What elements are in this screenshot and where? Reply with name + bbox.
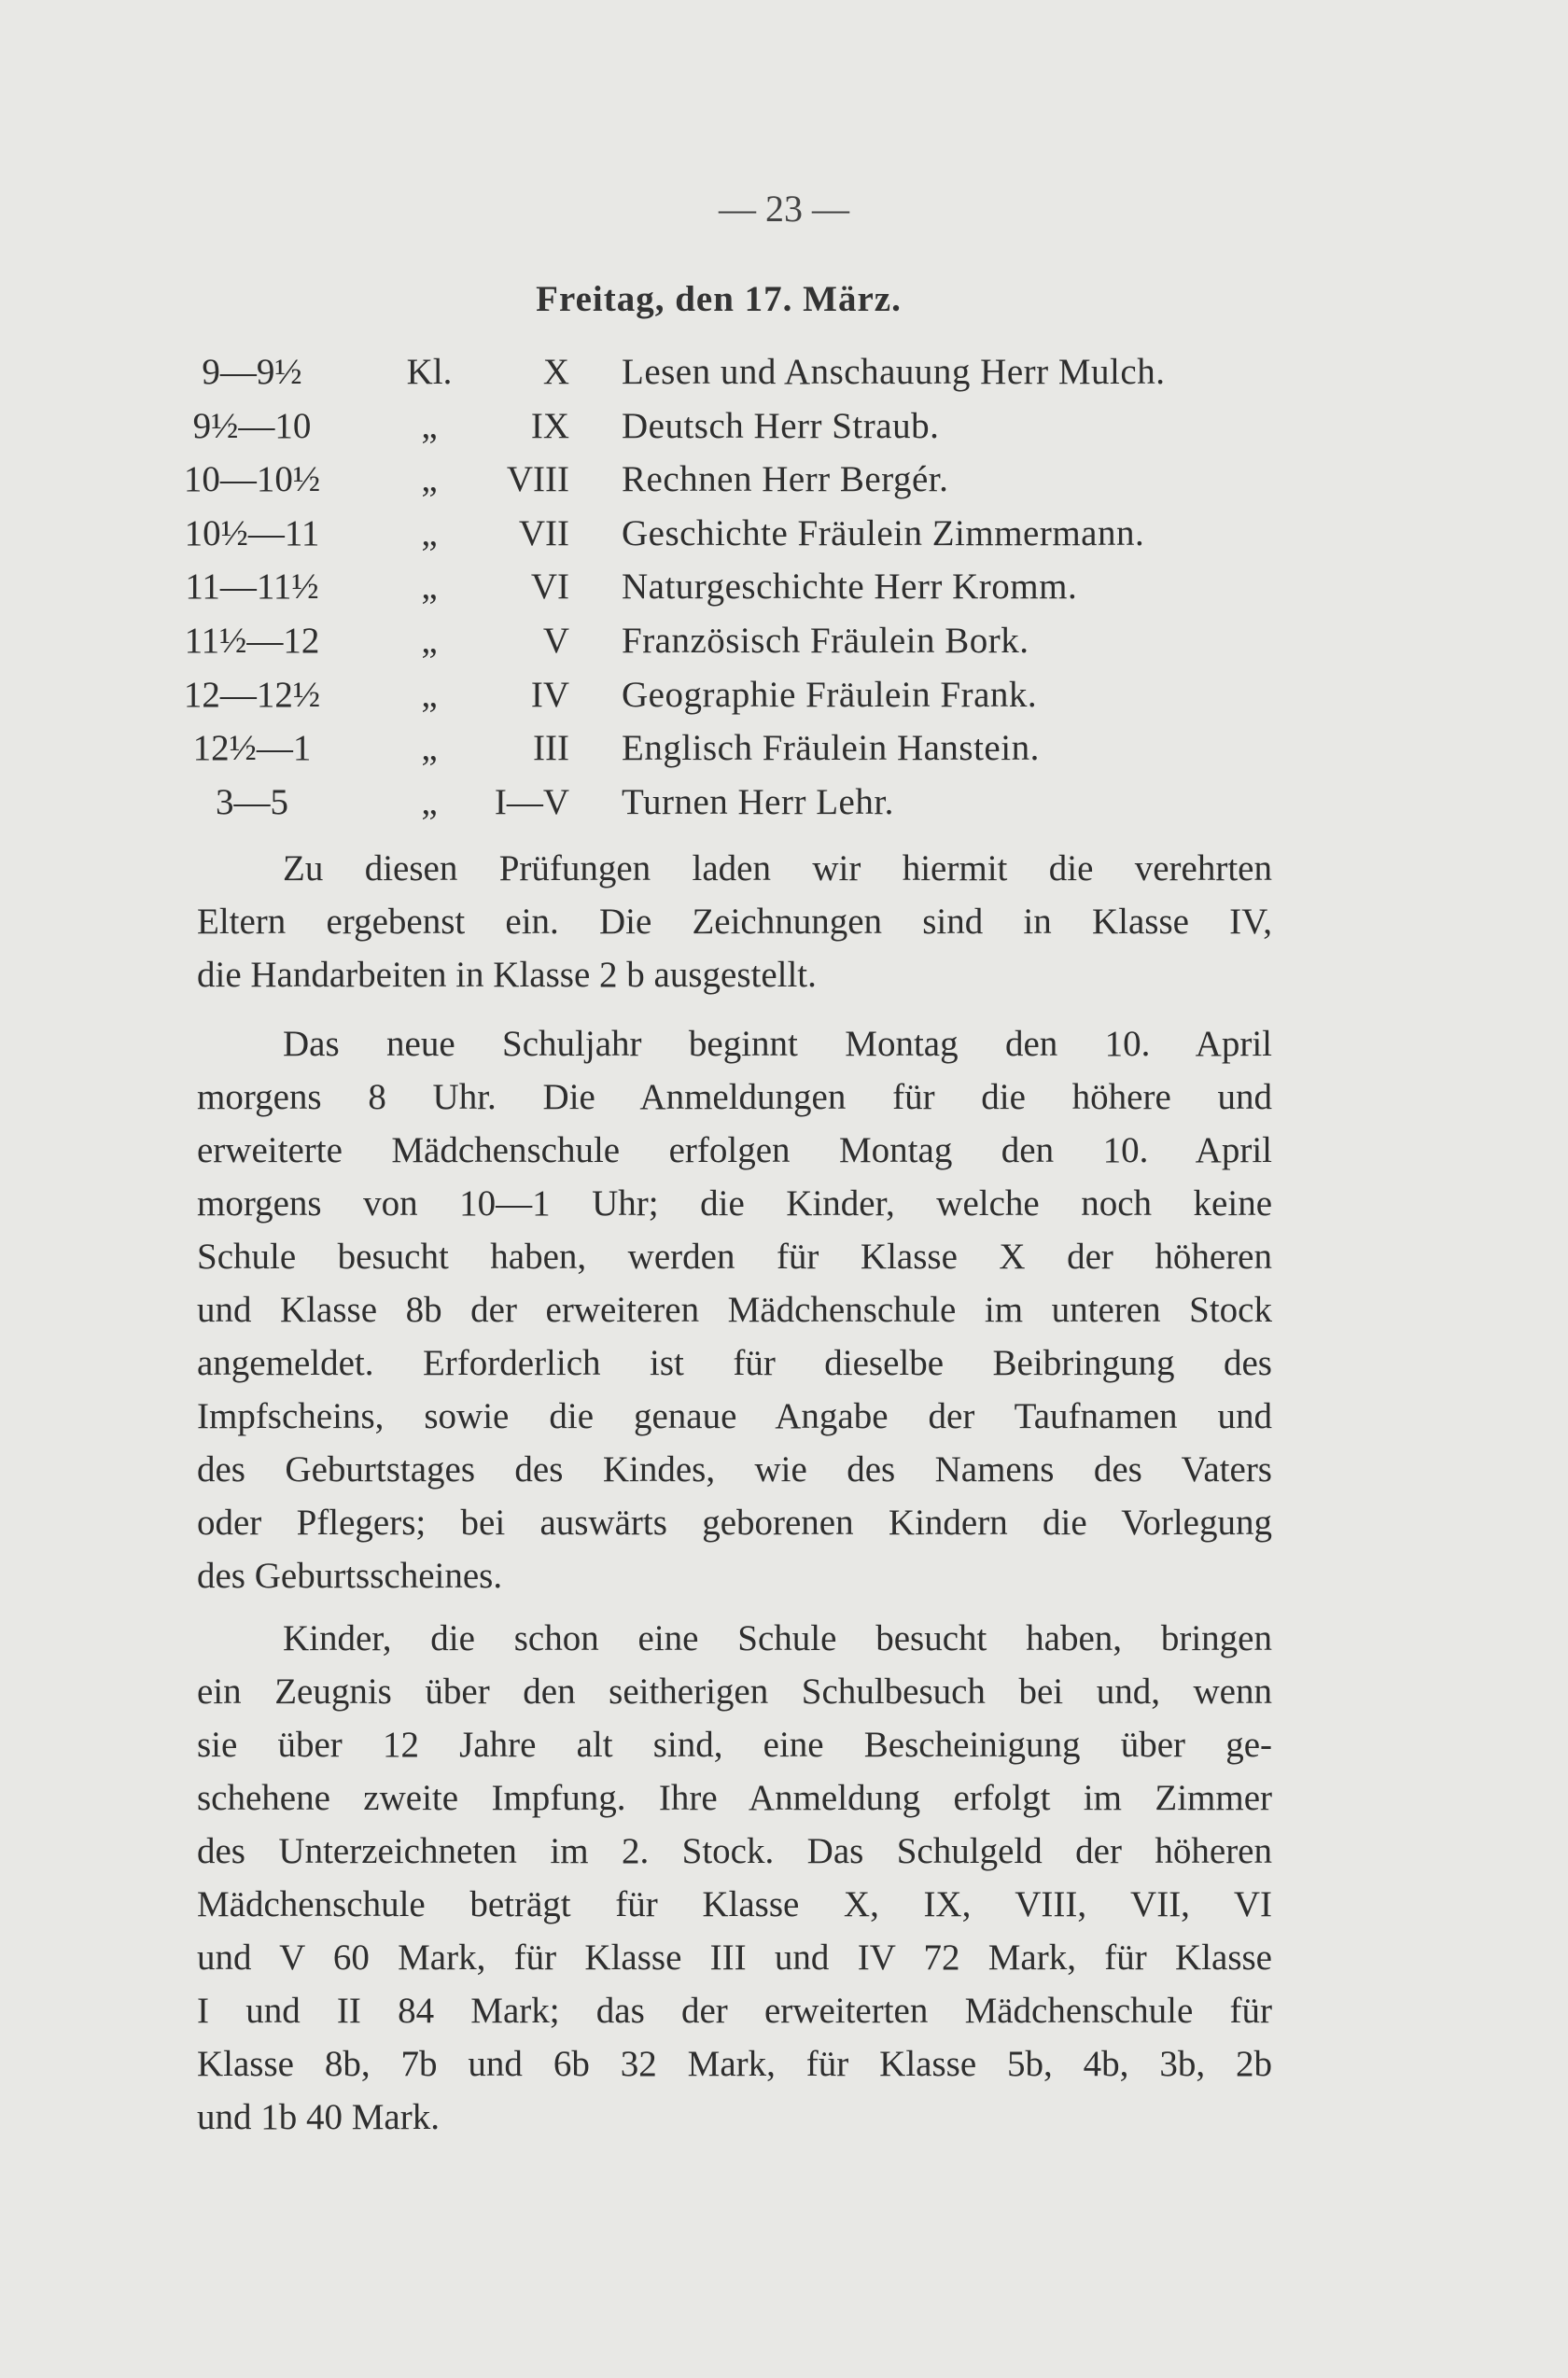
text-line: I und II 84 Mark; das der erweiterten Mädchenschule für bbox=[197, 1991, 1272, 2031]
text-line: morgens 8 Uhr. Die Anmeldungen für die höhere und bbox=[197, 1077, 1272, 1117]
schedule-time: 3—5 bbox=[216, 781, 288, 822]
text-line: und 1b 40 Mark. bbox=[197, 2097, 440, 2137]
schedule-class: X bbox=[542, 352, 569, 392]
schedule-time: 10½—11 bbox=[184, 512, 320, 553]
schedule-time: 11½—12 bbox=[184, 620, 320, 661]
schedule-row bbox=[0, 560, 1568, 614]
exam-schedule bbox=[0, 345, 1568, 829]
page-heading: Freitag, den 17. März. bbox=[536, 279, 902, 319]
schedule-subject: Geschichte Fräulein Zimmermann. bbox=[622, 512, 1145, 553]
text-line: und V 60 Mark, für Klasse III und IV 72 Mark, für Klasse bbox=[197, 1937, 1272, 1978]
text-line: morgens von 10—1 Uhr; die Kinder, welche noch keine bbox=[197, 1183, 1272, 1224]
schedule-subject: Turnen Herr Lehr. bbox=[622, 781, 894, 822]
schedule-class: I—V bbox=[494, 781, 569, 822]
schedule-row bbox=[0, 399, 1568, 454]
schedule-kl: Kl. bbox=[406, 352, 453, 392]
text-line: erweiterte Mädchenschule erfolgen Montag den 10. April bbox=[197, 1130, 1272, 1170]
schedule-time: 9½—10 bbox=[192, 405, 312, 446]
text-line: sie über 12 Jahre alt sind, eine Bescheinigung über ge- bbox=[197, 1725, 1272, 1765]
schedule-subject: Rechnen Herr Bergér. bbox=[622, 459, 949, 500]
text-line: des Geburtstages des Kindes, wie des Namens des Vaters bbox=[197, 1449, 1272, 1490]
text-line: des Unterzeichneten im 2. Stock. Das Schulgeld der höheren bbox=[197, 1831, 1272, 1871]
schedule-subject: Naturgeschichte Herr Kromm. bbox=[622, 567, 1078, 608]
text-line: angemeldet. Erforderlich ist für dieselbe Beibringung des bbox=[197, 1343, 1272, 1383]
schedule-time: 11—11½ bbox=[185, 567, 319, 608]
schedule-time: 12½—1 bbox=[192, 728, 312, 769]
schedule-time: 9—9½ bbox=[202, 352, 302, 392]
schedule-kl: „ bbox=[421, 459, 438, 500]
schedule-time: 12—12½ bbox=[183, 674, 321, 715]
text-line: Klasse 8b, 7b und 6b 32 Mark, für Klasse 5b, 4b, 3b, 2b bbox=[197, 2044, 1272, 2084]
schedule-class: IX bbox=[530, 405, 569, 446]
schedule-class: III bbox=[533, 728, 569, 769]
schedule-subject: Englisch Fräulein Hanstein. bbox=[622, 728, 1040, 769]
text-line: Schule besucht haben, werden für Klasse X der höheren bbox=[197, 1237, 1272, 1277]
schedule-kl: „ bbox=[421, 405, 438, 446]
page-number: — 23 — bbox=[719, 188, 849, 230]
schedule-kl: „ bbox=[421, 781, 438, 822]
schedule-class: IV bbox=[530, 674, 569, 715]
schedule-row bbox=[0, 507, 1568, 561]
schedule-time: 10—10½ bbox=[183, 459, 321, 500]
schedule-row bbox=[0, 614, 1568, 668]
schedule-class: VIII bbox=[506, 459, 569, 500]
text-line: schehene zweite Impfung. Ihre Anmeldung erfolgt im Zimmer bbox=[197, 1778, 1272, 1818]
text-line: Zu diesen Prüfungen laden wir hiermit die verehrten bbox=[283, 848, 1272, 888]
schedule-row bbox=[0, 776, 1568, 830]
text-line: des Geburtsscheines. bbox=[197, 1556, 503, 1596]
text-line: und Klasse 8b der erweiteren Mädchenschule im unteren Stock bbox=[197, 1290, 1272, 1330]
text-line: die Handarbeiten in Klasse 2 b ausgestellt. bbox=[197, 955, 817, 995]
schedule-row bbox=[0, 668, 1568, 722]
text-line: Mädchenschule beträgt für Klasse X, IX, VIII, VII, VI bbox=[197, 1884, 1272, 1924]
schedule-row bbox=[0, 453, 1568, 507]
schedule-kl: „ bbox=[421, 674, 438, 715]
schedule-class: VII bbox=[518, 512, 569, 553]
schedule-subject: Lesen und Anschauung Herr Mulch. bbox=[622, 352, 1166, 392]
paragraph-school-year bbox=[197, 1017, 1272, 1602]
schedule-kl: „ bbox=[421, 512, 438, 553]
schedule-row bbox=[0, 721, 1568, 776]
paragraph-invitation bbox=[197, 842, 1272, 1001]
text-line: oder Pflegers; bei auswärts geborenen Kindern die Vorlegung bbox=[197, 1503, 1272, 1543]
text-line: Das neue Schuljahr beginnt Montag den 10. April bbox=[283, 1024, 1272, 1064]
schedule-class: VI bbox=[530, 567, 569, 608]
schedule-subject: Deutsch Herr Straub. bbox=[622, 405, 940, 446]
schedule-kl: „ bbox=[421, 728, 438, 769]
text-line: Kinder, die schon eine Schule besucht haben, bringen bbox=[283, 1618, 1272, 1658]
text-line: Eltern ergebenst ein. Die Zeichnungen sind in Klasse IV, bbox=[197, 902, 1272, 942]
paragraph-fees bbox=[197, 1612, 1272, 2144]
schedule-class: V bbox=[542, 620, 569, 661]
schedule-subject: Geographie Fräulein Frank. bbox=[622, 674, 1038, 715]
schedule-row bbox=[0, 345, 1568, 399]
text-line: ein Zeugnis über den seitherigen Schulbesuch bei und, wenn bbox=[197, 1672, 1272, 1712]
text-line: Impfscheins, sowie die genaue Angabe der Taufnamen und bbox=[197, 1396, 1272, 1436]
schedule-subject: Französisch Fräulein Bork. bbox=[622, 620, 1029, 661]
schedule-kl: „ bbox=[421, 620, 438, 661]
schedule-kl: „ bbox=[421, 567, 438, 608]
